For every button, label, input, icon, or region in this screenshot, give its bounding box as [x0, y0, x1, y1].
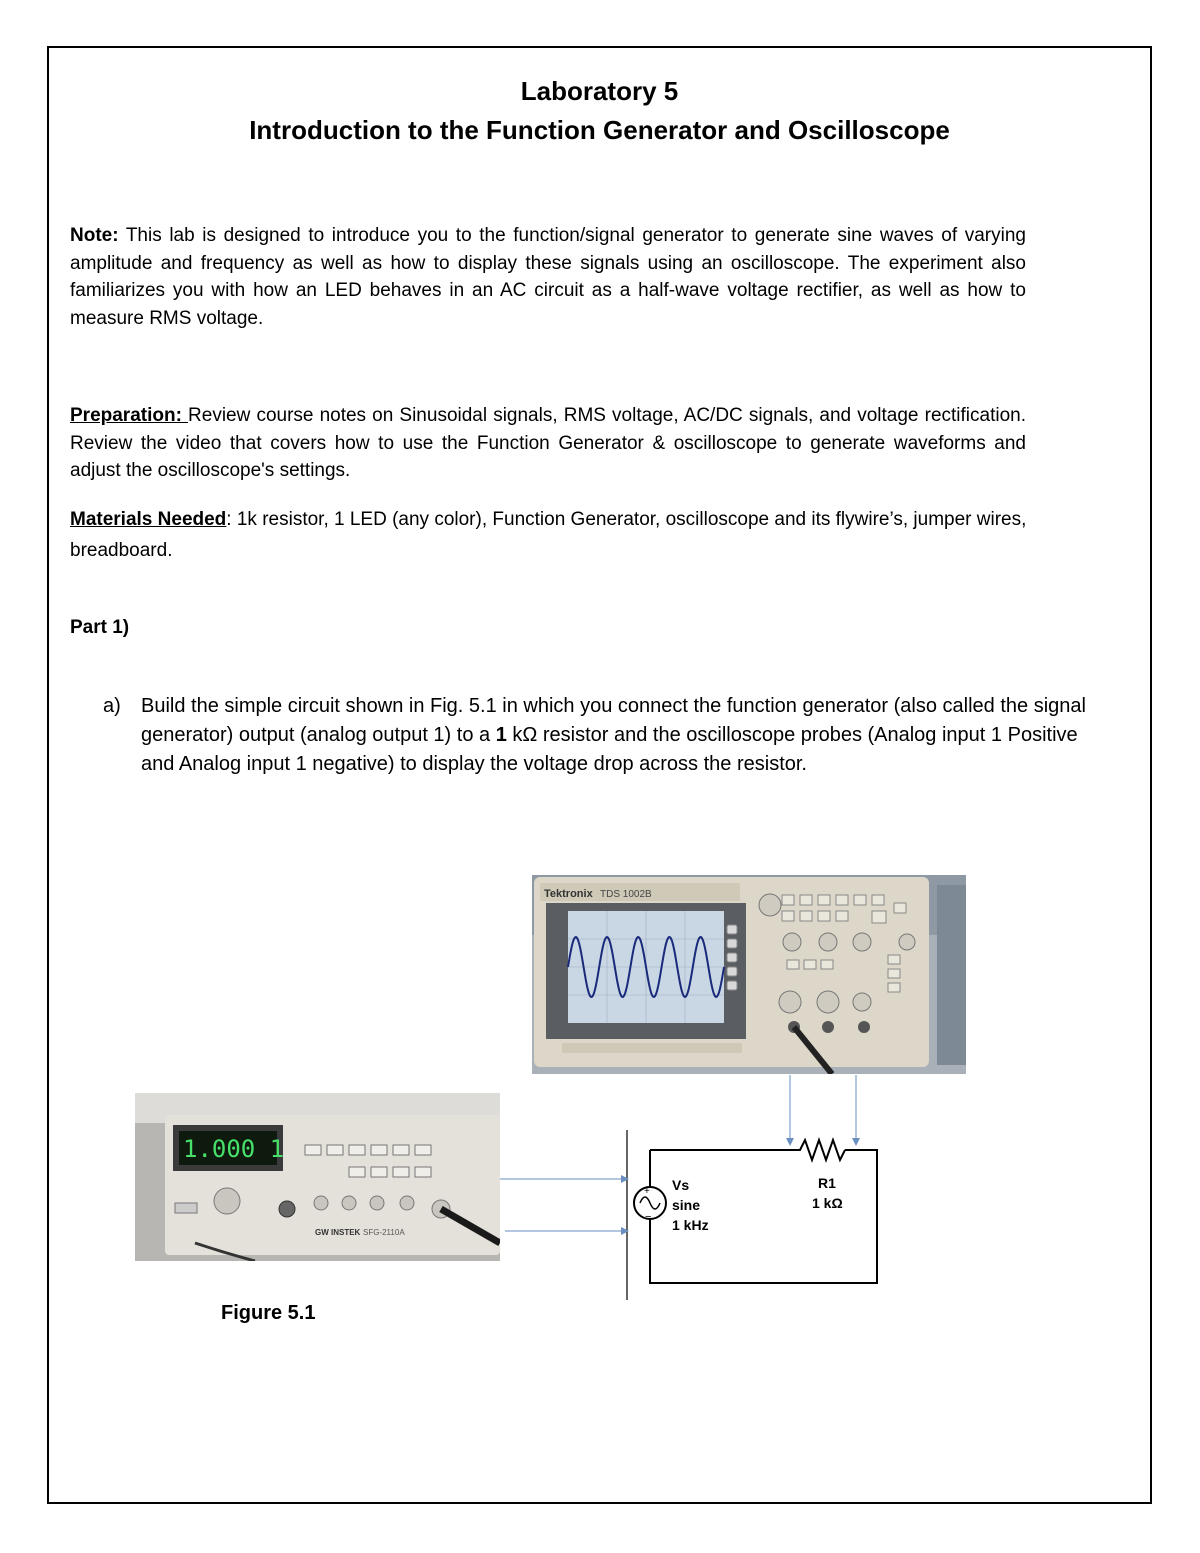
step-a	[103, 692, 1113, 779]
page-title: Laboratory 5	[520, 76, 679, 106]
step-a-text: Build the simple circuit shown in Fig. 5.1 in which you connect the function generator (also called the signal generator) output (analog output 1) to a 1 kΩ resistor and the oscilloscope probes (Analog input 1 Positive and Analog input 1 negative) to display the voltage drop across the resistor.	[141, 695, 1086, 775]
note-text: This lab is designed to introduce you to the function/signal generator to generate sine waves of varying amplitude and frequency as well as how to display these signals using an oscilloscope. The experiment also familiarizes you with how an LED behaves in an AC circuit as a half-wave voltage rectifier, as well as how to measure RMS voltage.	[70, 225, 1026, 329]
source-name: Vs	[672, 1177, 690, 1193]
materials-text: : 1k resistor, 1 LED (any color), Function Generator, oscilloscope and its flywire’s, jumper wires, breadboard.	[70, 509, 1027, 561]
svg-text:+: +	[644, 1186, 650, 1197]
part-heading: Part 1)	[70, 617, 130, 638]
preparation-paragraph	[70, 402, 1026, 485]
source-frequency: 1 kHz	[672, 1217, 709, 1233]
circuit-schematic	[600, 1070, 920, 1310]
materials-paragraph	[70, 504, 1070, 566]
preparation-label: Preparation:	[70, 405, 189, 426]
resistor-symbol	[650, 1140, 845, 1160]
oscilloscope-photo	[532, 875, 966, 1074]
step-a-label: a)	[103, 695, 121, 717]
resistor-name: R1	[818, 1175, 836, 1191]
source-type: sine	[672, 1197, 701, 1213]
preparation-text: Review course notes on Sinusoidal signals, RMS voltage, AC/DC signals, and voltage rectification. Review the video that covers how to use the Function Generator & oscilloscope to generate waveforms and adjust the oscilloscope's settings.	[70, 405, 1026, 481]
note-paragraph	[70, 222, 1026, 332]
svg-text:−: −	[645, 1211, 652, 1223]
generator-brand: GW INSTEK	[315, 1228, 361, 1237]
figure-caption: Figure 5.1	[221, 1302, 316, 1324]
generator-display: 1.000 1	[183, 1135, 285, 1163]
scope-brand: Tektronix	[544, 888, 593, 900]
function-generator-photo	[135, 1093, 500, 1261]
resistor-value: 1 kΩ	[812, 1195, 843, 1211]
scope-model: TDS 1002B	[600, 889, 652, 900]
page-subtitle: Introduction to the Function Generator and Oscilloscope	[249, 115, 950, 145]
generator-model: SFG-2110A	[363, 1228, 405, 1237]
generator-connection-wires	[495, 1170, 635, 1240]
materials-label: Materials Needed	[70, 509, 227, 530]
note-label: Note:	[70, 225, 119, 246]
